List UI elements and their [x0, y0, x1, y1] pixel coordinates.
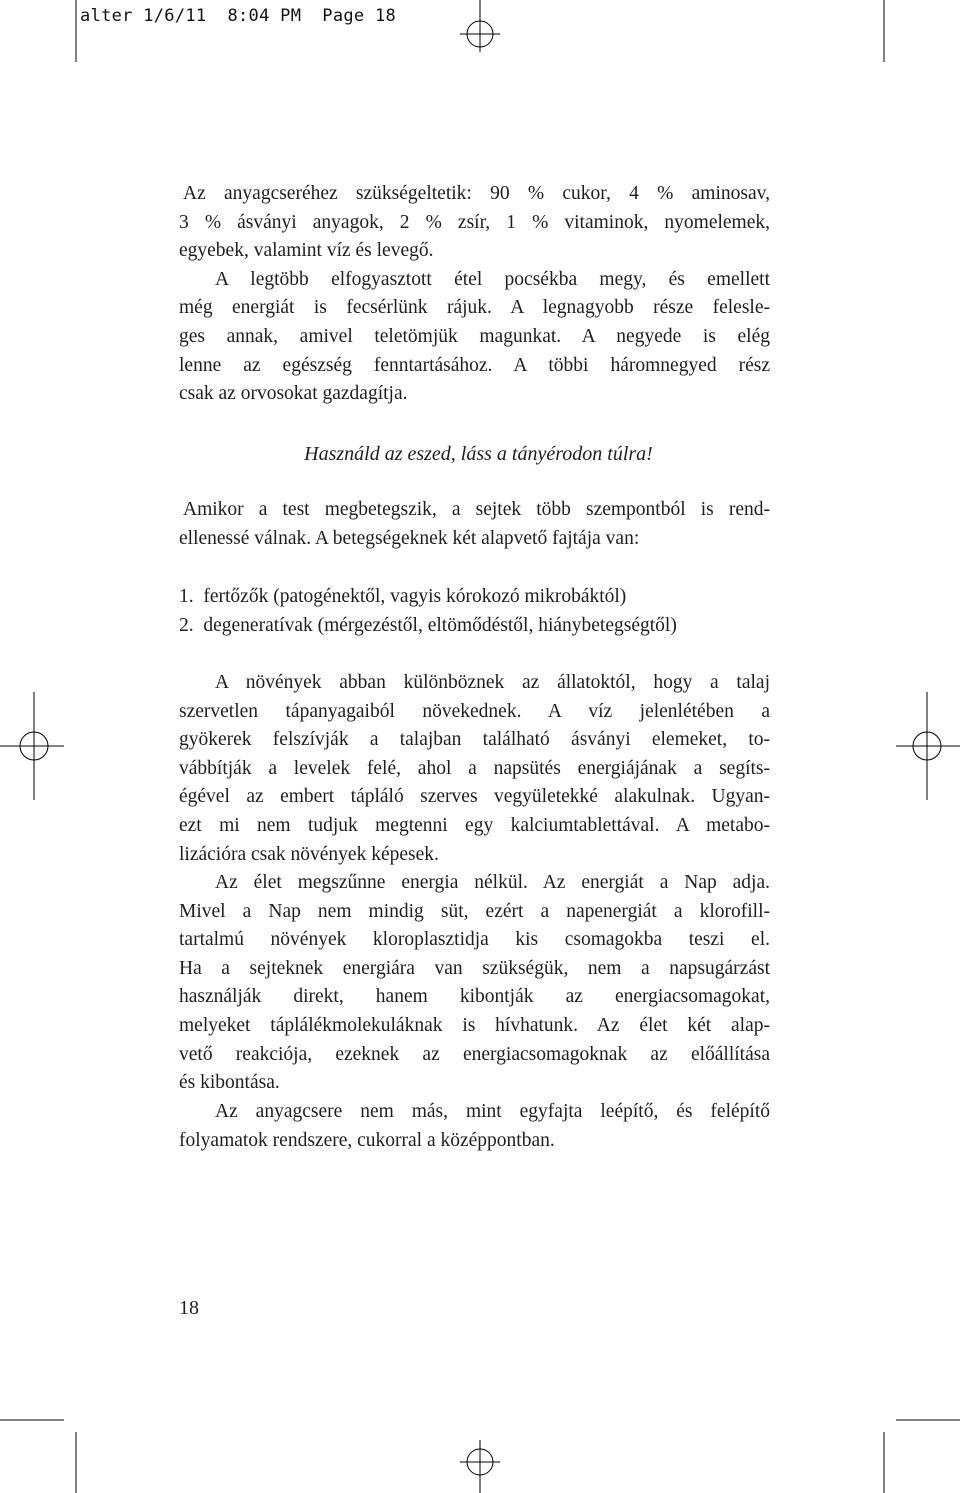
text-line: egyebek, valamint víz és levegő. [179, 240, 434, 262]
text-line: vábbítják a levelek felé, ahol a napsütés energiájának a segíts- [179, 757, 770, 779]
paragraph-metabolism [179, 1098, 770, 1155]
text-line: Ha a sejteknek energiára van szükségük, nem a napsugárzást [179, 957, 770, 979]
text-line: még energiát is fecsérlünk rájuk. A legnagyobb része feleslе- [179, 297, 770, 319]
text-line: Amikor a test megbetegszik, a sejtek több szempontból is rend- [183, 499, 770, 520]
text-line: csak az orvosokat gazdagítja. [179, 383, 408, 405]
paragraph-energy [179, 869, 770, 1098]
text-line: használják direkt, hanem kibontják az energiacsomagokat, [179, 986, 770, 1008]
text-line: melyeket táplálékmolekuláknak is hívhatunk. Az élet két alap- [179, 1014, 770, 1036]
text-line: lenne az egészség fenntartásához. A többi háromnegyed rész [179, 354, 770, 376]
italic-motto: Használd az eszed, láss a tányérodon túlra! [304, 443, 653, 465]
text-line: vető reakciója, ezeknek az energiacsomagoknak az előállítása [179, 1043, 770, 1065]
text-line: lizációra csak növények képesek. [179, 843, 439, 865]
text-line: Az élet megszűnne energia nélkül. Az energiát a Nap adja. [215, 872, 770, 893]
text-line: és kibontása. [179, 1072, 280, 1094]
text-line: égével az embert tápláló szerves vegyületekké alakulnak. Ugyan- [179, 786, 770, 808]
text-line: ezt mi nem tudjuk megtenni egy kalciumtablettával. A metabo- [179, 814, 770, 836]
paragraph-nutrition-requirements [179, 180, 770, 409]
text-line: tartalmú növények kloroplasztidja kis csomagokba teszi el. [179, 929, 770, 951]
text-line: Az anyagcsere nem más, mint egyfajta leépítő, és felépítő [215, 1101, 770, 1122]
list-item: 2. degeneratívak (mérgezéstől, eltömődéstől, hiánybetegségtől) [179, 614, 677, 636]
text-line: szervetlen tápanyagaiból növekednek. A víz jelenlétében a [179, 700, 770, 722]
paragraph-disease-types [179, 496, 770, 553]
text-line: ellenessé válnak. A betegségeknek két alapvető fajtája van: [179, 527, 640, 549]
paragraph-plants [179, 669, 770, 869]
disease-type-list [179, 583, 770, 640]
text-line: ges annak, amivel teletömjük magunkat. A negyede is elég [179, 325, 770, 347]
text-line: A legtöbb elfogyasztott étel pocsékba megy, és emellett [215, 268, 770, 290]
list-item: 1. fertőzők (patogénektől, vagyis kórokozó mikrobáktól) [179, 586, 627, 607]
text-line: Az anyagcseréhez szükségeltetik: 90 % cukor, 4 % aminosav, [183, 183, 770, 204]
text-line: gyökerek felszívják a talajban található ásványi elemeket, to- [179, 729, 770, 751]
text-line: 3 % ásványi anyagok, 2 % zsír, 1 % vitaminok, nyomelemek, [179, 211, 770, 233]
text-line: folyamatok rendszere, cukorral a középpontban. [179, 1129, 555, 1151]
page-number: 18 [179, 1297, 199, 1319]
text-line: A növények abban különböznek az állatoktól, hogy a talaj [215, 672, 770, 693]
text-line: Mivel a Nap nem mindig süt, ezért a napenergiát a klorofill- [179, 900, 770, 922]
print-slug-line: alter 1/6/11 8:04 PM Page 18 [80, 6, 397, 26]
